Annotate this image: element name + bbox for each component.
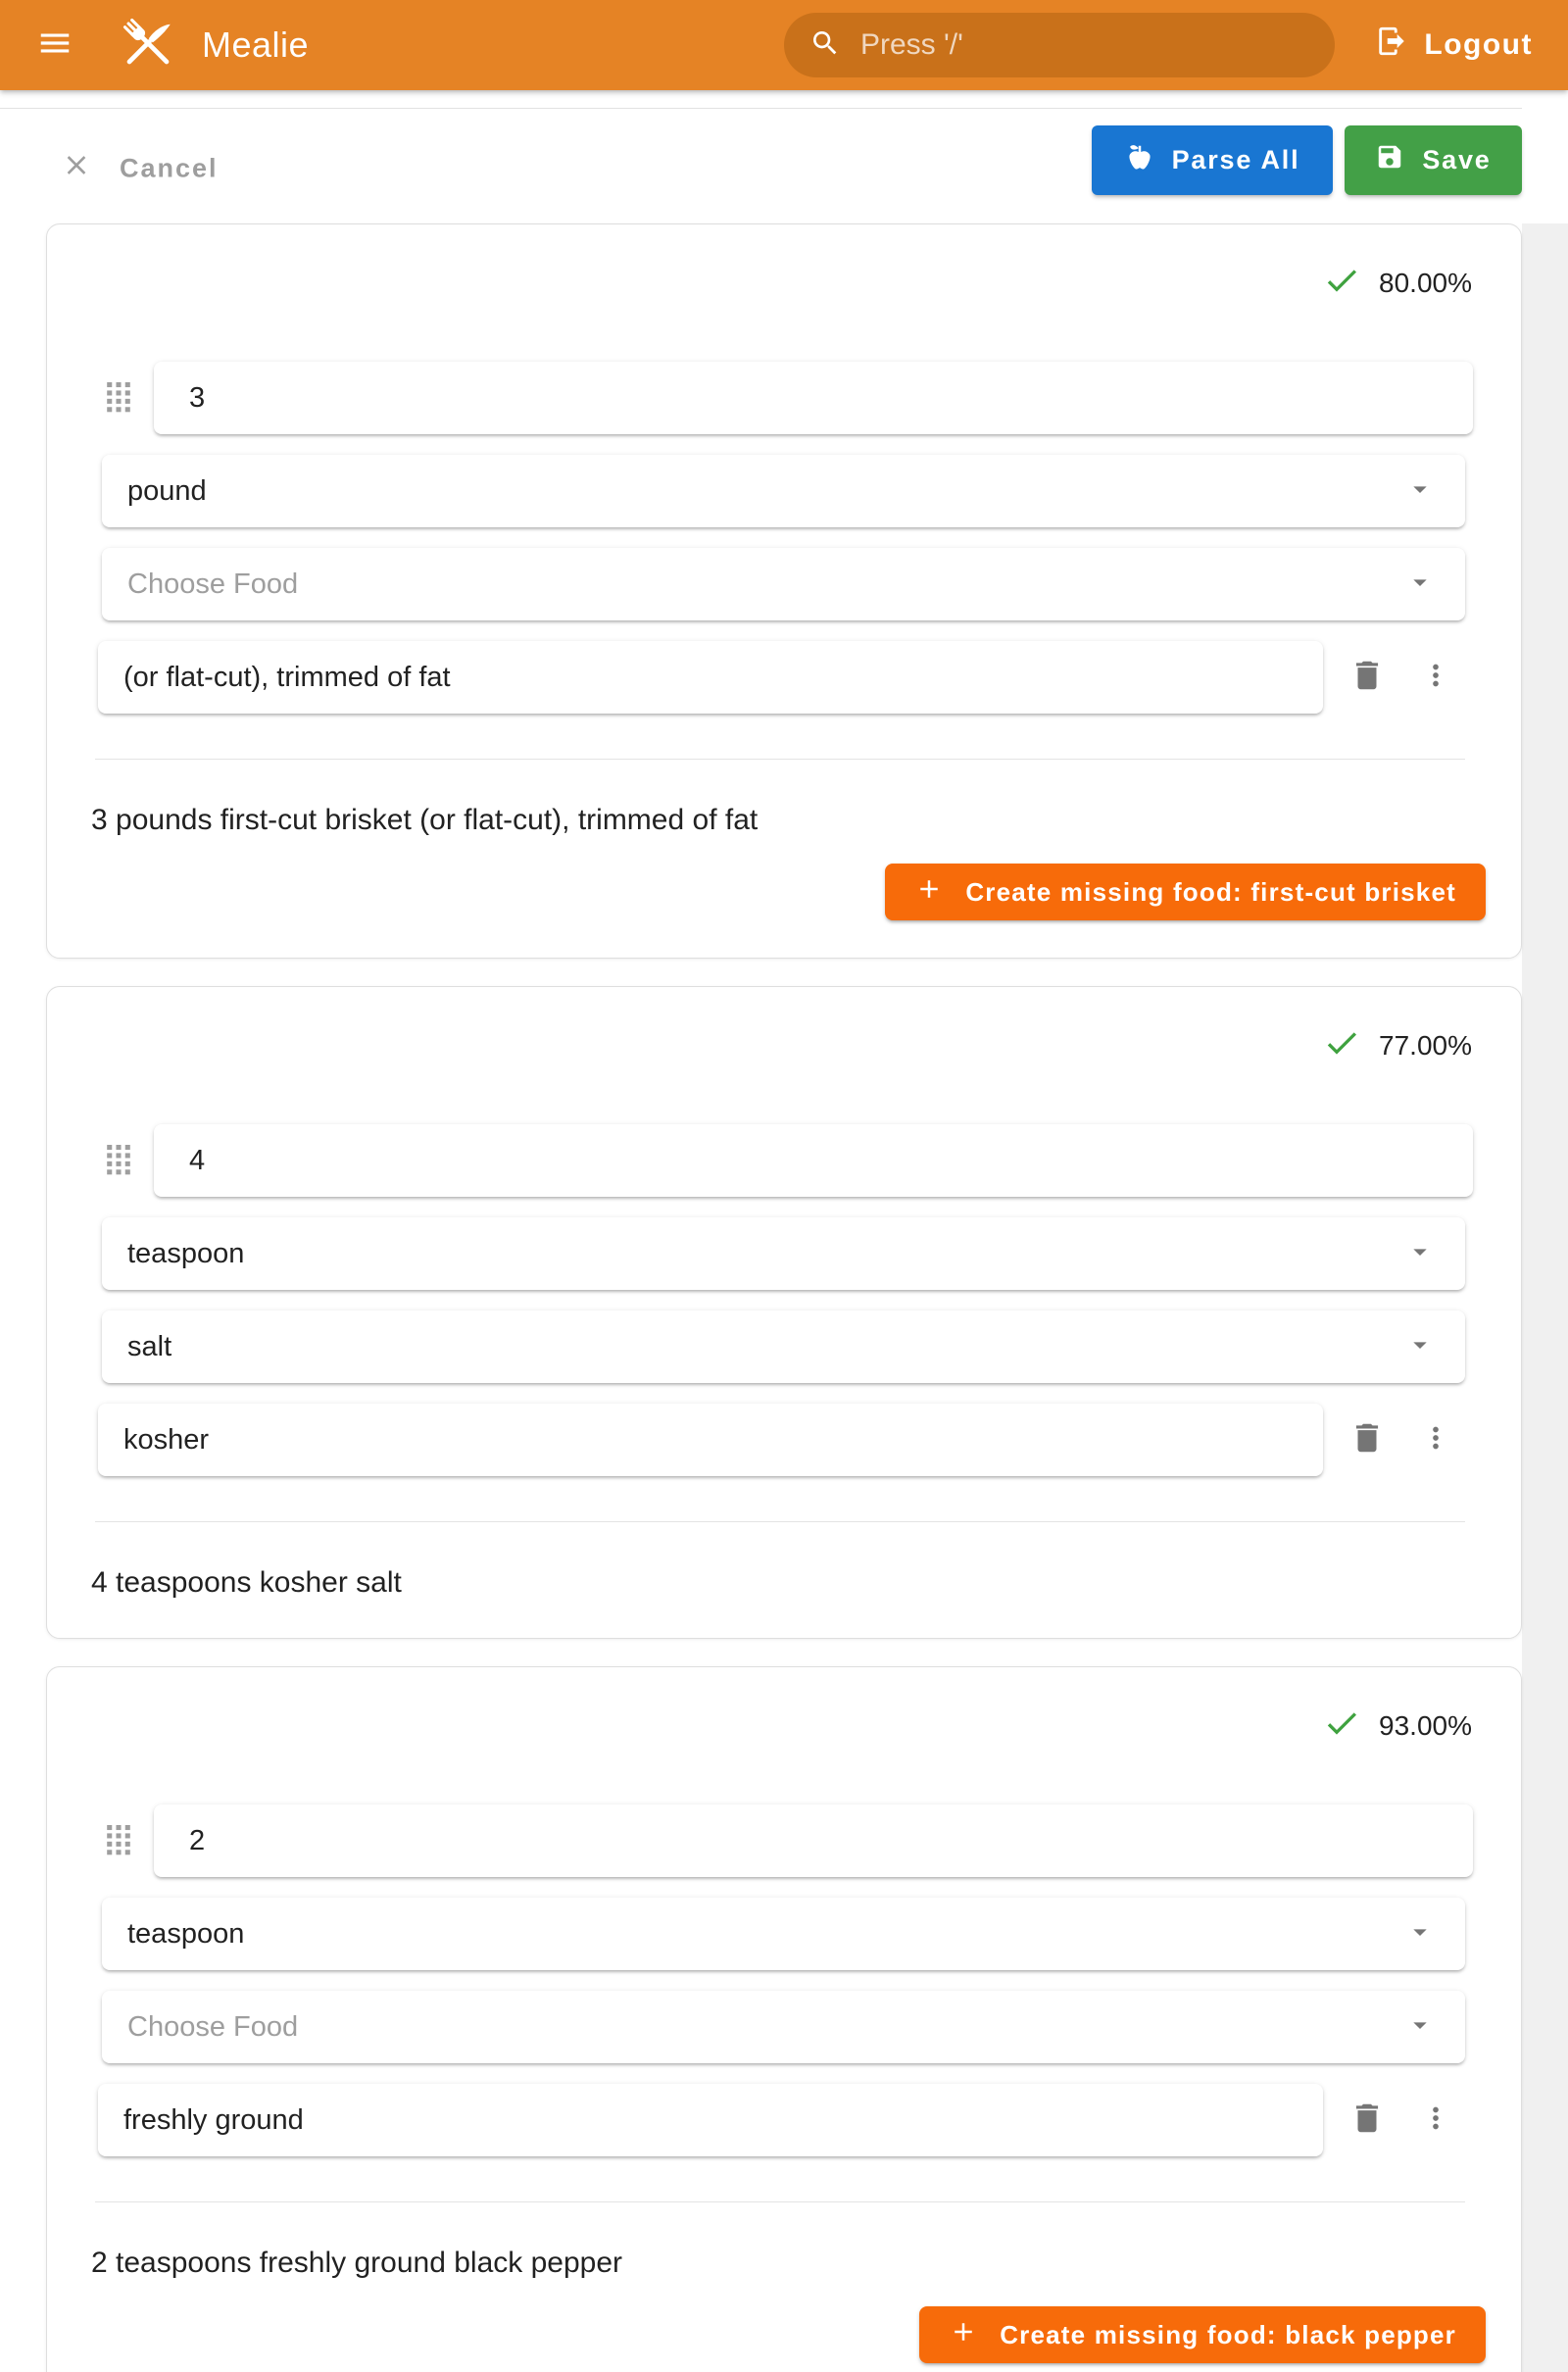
create-missing-food-row [47, 864, 1486, 920]
ingredient-menu-button[interactable] [1419, 1421, 1452, 1459]
check-icon [1322, 1704, 1361, 1750]
mealie-logo[interactable] [116, 11, 180, 80]
unit-select-value: pound [127, 474, 207, 507]
unit-select[interactable] [102, 455, 1465, 527]
food-select[interactable] [102, 1991, 1465, 2063]
divider [95, 1521, 1465, 1522]
delete-ingredient-button[interactable] [1348, 657, 1386, 699]
hamburger-menu-button[interactable] [33, 24, 76, 67]
unit-select-value: teaspoon [127, 1237, 245, 1269]
delete-ingredient-button[interactable] [1348, 1419, 1386, 1461]
unit-select-value: teaspoon [127, 1917, 245, 1950]
create-missing-food-label: Create missing food: first-cut brisket [965, 876, 1456, 907]
ingredient-card [46, 1666, 1522, 2372]
plus-icon [914, 874, 944, 911]
quantity-input[interactable] [154, 1124, 1473, 1197]
chevron-down-icon [1404, 1236, 1436, 1272]
amount-row [107, 362, 1473, 434]
ingredient-card [46, 986, 1522, 1639]
silverware-logo-icon [116, 11, 180, 80]
quantity-input[interactable] [154, 1804, 1473, 1877]
search-icon [809, 27, 841, 64]
app-title: Mealie [202, 25, 310, 65]
delete-icon [1348, 1419, 1386, 1461]
confidence-row [47, 262, 1472, 305]
delete-ingredient-button[interactable] [1348, 2100, 1386, 2142]
food-select[interactable] [102, 1310, 1465, 1383]
dots-vertical-icon [1419, 1421, 1452, 1459]
apple-icon [1125, 142, 1154, 178]
ingredient-card-list [46, 223, 1522, 2372]
note-input[interactable] [98, 2084, 1323, 2156]
logout-label: Logout [1424, 28, 1533, 61]
cancel-label: Cancel [120, 153, 219, 183]
unit-select[interactable] [102, 1898, 1465, 1970]
ingredient-menu-button[interactable] [1419, 659, 1452, 697]
ingredient-menu-button[interactable] [1419, 2101, 1452, 2140]
drag-handle-icon[interactable] [107, 1145, 130, 1176]
note-row [98, 1404, 1452, 1476]
chevron-down-icon [1404, 2009, 1436, 2046]
delete-icon [1348, 657, 1386, 699]
delete-icon [1348, 2100, 1386, 2142]
note-row [98, 2084, 1452, 2156]
chevron-down-icon [1404, 567, 1436, 603]
divider [95, 2201, 1465, 2202]
amount-row [107, 1804, 1473, 1877]
dots-vertical-icon [1419, 659, 1452, 697]
note-input[interactable] [98, 641, 1323, 714]
parse-all-label: Parse All [1171, 145, 1300, 174]
app-bar [0, 0, 1568, 90]
confidence-row [47, 1024, 1472, 1067]
original-ingredient-text: 2 teaspoons freshly ground black pepper [91, 2247, 623, 2279]
parser-toolbar [0, 90, 1568, 223]
search-input[interactable] [860, 28, 1272, 62]
logout-icon [1375, 25, 1408, 66]
menu-icon [36, 25, 74, 67]
confidence-value: 93.00% [1379, 1710, 1472, 1741]
amount-row [107, 1124, 1473, 1197]
save-disk-icon [1375, 142, 1404, 178]
save-button[interactable] [1345, 125, 1522, 195]
scrollbar-track[interactable] [1522, 222, 1568, 2372]
original-ingredient-text: 4 teaspoons kosher salt [91, 1566, 402, 1599]
original-ingredient-text: 3 pounds first-cut brisket (or flat-cut), trimmed of fat [91, 804, 759, 836]
dots-vertical-icon [1419, 2101, 1452, 2140]
food-select-value: Choose Food [127, 568, 299, 600]
plus-icon [949, 2317, 978, 2353]
food-select[interactable] [102, 548, 1465, 620]
quantity-input[interactable] [154, 362, 1473, 434]
create-missing-food-row [47, 2306, 1486, 2363]
create-missing-food-button[interactable] [919, 2306, 1486, 2363]
create-missing-food-button[interactable] [885, 864, 1486, 920]
parse-all-button[interactable] [1092, 125, 1333, 195]
close-icon [61, 150, 92, 188]
chevron-down-icon [1404, 1916, 1436, 1952]
chevron-down-icon [1404, 473, 1436, 510]
check-icon [1322, 261, 1361, 307]
drag-handle-icon[interactable] [107, 382, 130, 414]
logout-button[interactable] [1375, 0, 1533, 90]
check-icon [1322, 1023, 1361, 1069]
search-bar[interactable] [784, 13, 1335, 77]
confidence-row [47, 1705, 1472, 1748]
divider [95, 759, 1465, 760]
confidence-value: 77.00% [1379, 1030, 1472, 1061]
confidence-value: 80.00% [1379, 268, 1472, 298]
save-label: Save [1422, 145, 1492, 174]
unit-select[interactable] [102, 1217, 1465, 1290]
drag-handle-icon[interactable] [107, 1825, 130, 1856]
food-select-value: Choose Food [127, 2010, 299, 2043]
chevron-down-icon [1404, 1329, 1436, 1365]
create-missing-food-label: Create missing food: black pepper [1000, 2319, 1456, 2349]
cancel-button[interactable] [61, 150, 219, 188]
ingredient-card [46, 223, 1522, 959]
note-row [98, 641, 1452, 714]
note-input[interactable] [98, 1404, 1323, 1476]
food-select-value: salt [127, 1330, 172, 1362]
